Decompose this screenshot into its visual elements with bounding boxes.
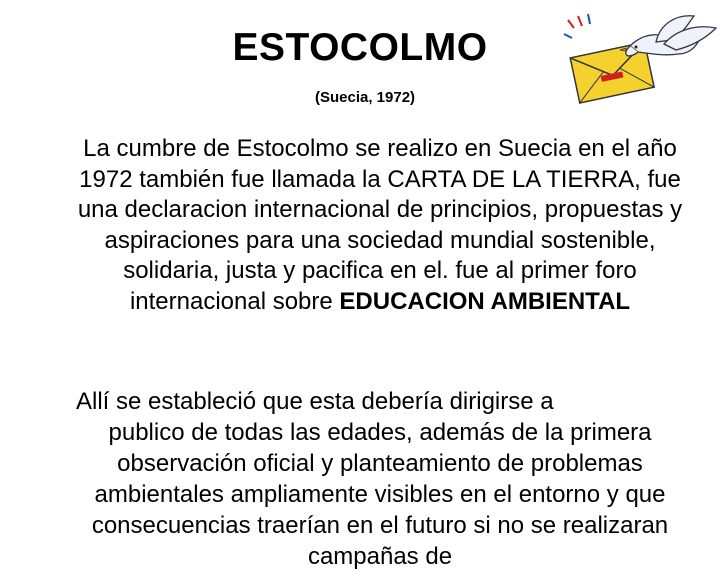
paragraph-1-text: La cumbre de Estocolmo se realizo en Suecia en el año 1972 también fue llamada la CARTA DE LA TIERRA, fue una declaracion internacional de principios, propuestas y aspiraciones para una sociedad mundial sostenible, solidaria, justa y pacifica en el. fue al primer foro internacional sobre	[77, 135, 683, 315]
paragraph-2-text: publico de todas las edades, además de la primera observación oficial y planteamiento de problemas ambientales ampliamente visibles en el entorno y que consecuencias traerían en el futuro si no se realizaran campañas de	[91, 419, 669, 570]
paragraph-2-lead: Allí se estableció que esta debería dirigirse a	[76, 388, 554, 415]
body-paragraph-2	[74, 386, 686, 572]
slide-subtitle: (Suecia, 1972)	[314, 89, 416, 106]
body-paragraph-1	[74, 134, 686, 317]
paragraph-1-emphasis: EDUCACION AMBIENTAL	[339, 287, 631, 315]
dove-envelope-icon	[560, 10, 720, 110]
slide-title: ESTOCOLMO	[232, 26, 488, 69]
